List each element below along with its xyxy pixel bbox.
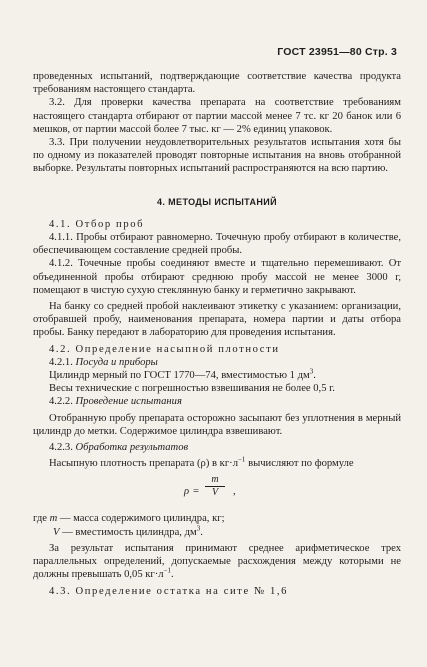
number-4-2-3: 4.2.3.: [49, 442, 73, 454]
paragraph-4-2-3: [33, 457, 401, 470]
density-text-b: вычисляют по формуле: [245, 458, 354, 470]
subsection-title-4-2: 4.2. Определение насыпной плотности: [49, 343, 280, 355]
paragraph-continuation: проведенных испытаний, подтверждающие соответствие качества продукта требованиям настоящего стандарта.: [33, 71, 401, 96]
paragraph-4-2-1-heading: [33, 356, 401, 369]
cylinder-sup: 3: [309, 367, 314, 376]
paragraph-scales: Весы технические с погрешностью взвешивания не более 0,5 г.: [49, 383, 335, 395]
paragraph-4-2-3-heading: [33, 441, 401, 454]
title-4-2-2: Проведение испытания: [75, 396, 182, 408]
where-v-line: [33, 526, 401, 539]
formula-equals: =: [193, 486, 199, 498]
density-text-a: Насыпную плотность препарата (ρ) в кг·л: [49, 458, 238, 470]
where-v-sup: 3: [196, 524, 201, 533]
paragraph-result: [33, 542, 401, 582]
formula-denominator: V: [211, 487, 219, 499]
paragraph-4-2-2: Отобранную пробу препарата осторожно засыпают без уплотнения в мерный цилиндр до метки. Содержимое цилиндра взвешивают.: [33, 412, 401, 437]
where-m-text: — масса содержимого цилиндра, кг;: [57, 513, 225, 525]
cylinder-end: .: [313, 370, 316, 382]
where-m-symbol: m: [49, 513, 58, 525]
title-4-2-3: Обработка результатов: [75, 442, 189, 454]
document-body: [33, 70, 401, 598]
density-formula: [33, 474, 401, 508]
where-label: где: [33, 513, 50, 525]
formula-comma: ,: [233, 486, 236, 498]
paragraph-3-3: 3.3. При получении неудовлетворительных результатов испытания хотя бы по одному из показателей проводят повторные испытания на вновь отобранной выборке. Результаты повторных испытаний распространяются на всю партию.: [33, 137, 401, 175]
paragraph-4-1-2: 4.1.2. Точечные пробы соединяют вместе и тщательно перемешивают. От объединенной пробы отбирают среднюю пробу массой не менее 3000 г, помещают в чистую сухую стеклянную банку и герметично закрывают.: [33, 258, 401, 296]
paragraph-3-2: 3.2. Для проверки качества препарата на соответствие требованиям настоящего стандарта отбирают от партии массой менее 7 тс. кг 20 банок или 6 мешков, от партии массой более 7 тыс. кг — 2% единиц упаковок.: [33, 97, 401, 135]
result-text: За результат испытания принимают среднее арифметическое трех параллельных определений, допускаемые расхождения между которыми не должны превышать 0,05 кг·л: [33, 542, 401, 581]
number-4-2-1: 4.2.1.: [49, 356, 73, 368]
density-sup: −1: [237, 455, 246, 464]
result-end: .: [171, 569, 174, 581]
subsection-title-4-1: 4.1. Отбор проб: [49, 218, 145, 230]
paragraph-label: На банку со средней пробой наклеивают этикетку с указанием: организации, отобравшей пробу, наименования препарата, номера партии и даты отбора пробы. Банку передают в лабораторию для проведения испытания.: [33, 301, 401, 339]
formula-lhs: ρ: [184, 486, 190, 498]
page-header: ГОСТ 23951—80 Стр. 3: [277, 46, 397, 58]
where-v-end: .: [200, 526, 203, 538]
result-sup: −1: [163, 566, 172, 575]
where-v-symbol: V: [53, 526, 60, 538]
paragraph-cylinder: [33, 369, 401, 382]
paragraph-4-2-2-heading: [33, 395, 401, 408]
number-4-2-2: 4.2.2.: [49, 396, 73, 408]
cylinder-text: Цилиндр мерный по ГОСТ 1770—74, вместимостью 1 дм: [49, 370, 310, 382]
title-4-2-1: Посуда и приборы: [75, 356, 158, 368]
section-title-methods: 4. МЕТОДЫ ИСПЫТАНИЙ: [156, 196, 278, 207]
subsection-title-4-3: 4.3. Определение остатка на сите № 1,6: [49, 585, 289, 597]
formula-fraction: [205, 474, 225, 499]
paragraph-4-1-1: 4.1.1. Пробы отбирают равномерно. Точечную пробу отбирают в количестве, обеспечивающем составление средней пробы.: [33, 232, 401, 257]
where-m-line: [33, 512, 401, 525]
formula-numerator: m: [205, 474, 225, 487]
where-v-text: — вместимость цилиндра, дм: [59, 526, 197, 538]
